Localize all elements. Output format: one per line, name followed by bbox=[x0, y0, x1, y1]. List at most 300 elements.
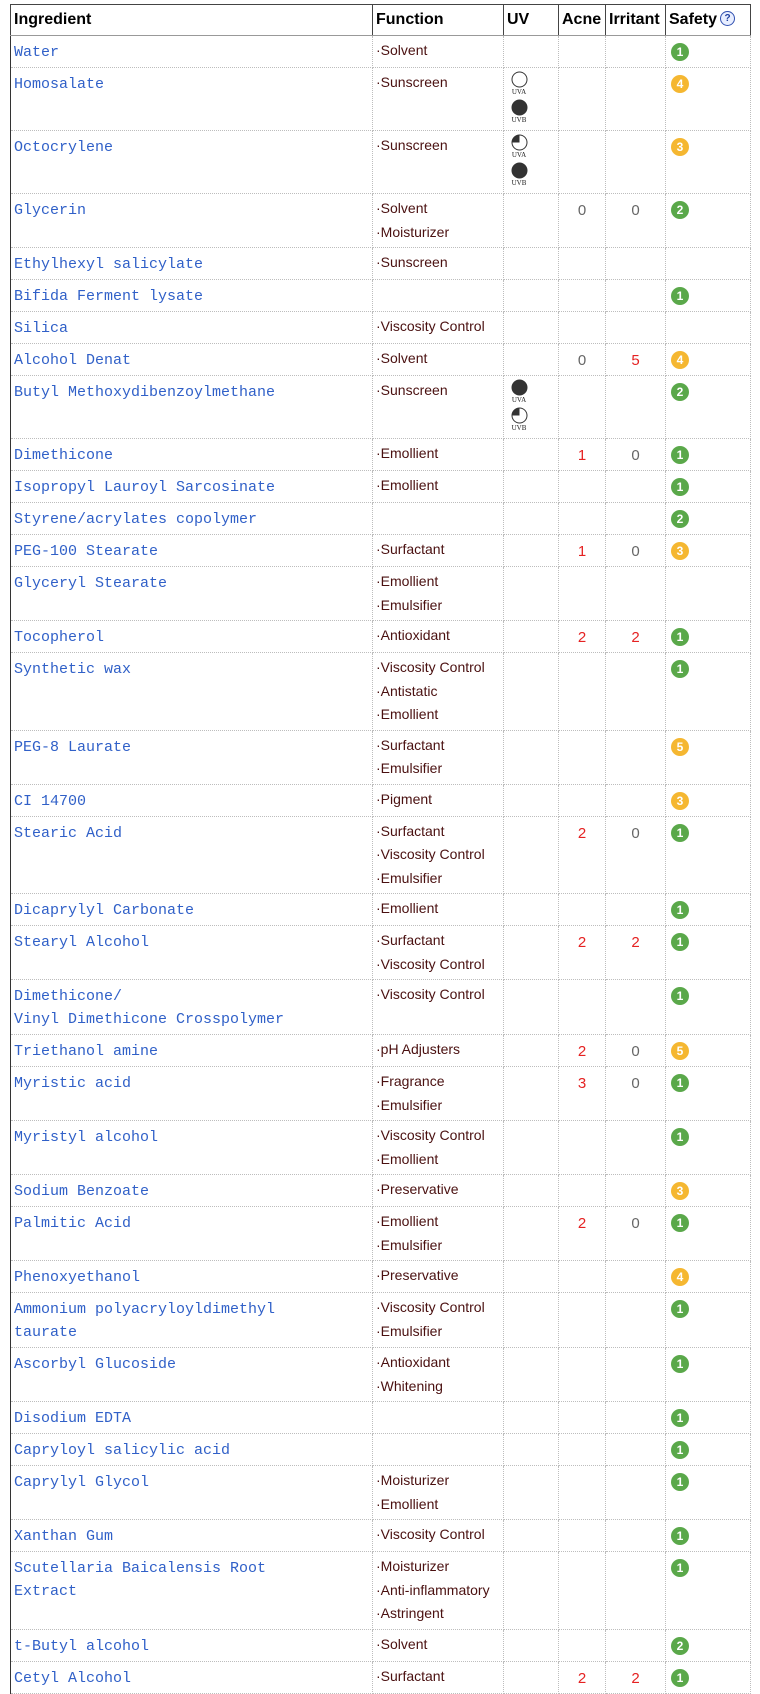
ingredient-link[interactable]: Caprylyl Glycol bbox=[14, 1474, 150, 1491]
safety-badge: 2 bbox=[671, 510, 689, 528]
safety-cell bbox=[666, 131, 751, 194]
header-safety-label: Safety bbox=[669, 11, 718, 28]
irritant-score bbox=[606, 1434, 666, 1466]
function-cell bbox=[373, 1207, 504, 1261]
safety-badge: 1 bbox=[671, 478, 689, 496]
uv-cell bbox=[504, 1520, 559, 1552]
irritant-score bbox=[606, 980, 666, 1035]
ingredient-cell bbox=[11, 621, 373, 653]
irritant-score bbox=[606, 68, 666, 131]
safety-badge: 4 bbox=[671, 75, 689, 93]
irritant-score bbox=[606, 248, 666, 280]
ingredient-link[interactable]: Triethanol amine bbox=[14, 1043, 159, 1060]
ingredient-cell bbox=[11, 894, 373, 926]
ingredient-cell bbox=[11, 1629, 373, 1661]
function-cell bbox=[373, 1629, 504, 1661]
table-row bbox=[11, 653, 751, 731]
function-item: · Anti-inflammatory bbox=[376, 1579, 500, 1603]
function-cell bbox=[373, 280, 504, 312]
acne-score: 1 bbox=[559, 535, 606, 567]
irritant-score bbox=[606, 1402, 666, 1434]
safety-cell bbox=[666, 980, 751, 1035]
table-row bbox=[11, 1121, 751, 1175]
uv-cell bbox=[504, 1207, 559, 1261]
irritant-score bbox=[606, 1121, 666, 1175]
function-item: · pH Adjusters bbox=[376, 1038, 500, 1062]
help-icon[interactable]: ? bbox=[720, 11, 735, 26]
header-acne[interactable]: Acne bbox=[559, 5, 606, 36]
function-item: · Emollient bbox=[376, 1493, 500, 1517]
irritant-score bbox=[606, 1175, 666, 1207]
acne-score bbox=[559, 567, 606, 621]
ingredient-cell bbox=[11, 730, 373, 784]
function-cell bbox=[373, 980, 504, 1035]
function-cell bbox=[373, 816, 504, 894]
function-cell bbox=[373, 1552, 504, 1630]
function-item: · Pigment bbox=[376, 788, 500, 812]
table-row bbox=[11, 980, 751, 1035]
acne-score bbox=[559, 312, 606, 344]
function-cell bbox=[373, 344, 504, 376]
function-item: · Surfactant bbox=[376, 929, 500, 953]
ingredient-cell bbox=[11, 567, 373, 621]
header-irritant[interactable]: Irritant bbox=[606, 5, 666, 36]
uvb-label: UVB bbox=[511, 116, 527, 124]
function-item: · Viscosity Control bbox=[376, 983, 500, 1007]
acne-score bbox=[559, 1261, 606, 1293]
uv-cell bbox=[504, 1035, 559, 1067]
ingredient-link-line: Scutellaria Baicalensis Root bbox=[14, 1560, 267, 1577]
function-item: · Sunscreen bbox=[376, 71, 500, 95]
uv-cell bbox=[504, 439, 559, 471]
safety-cell bbox=[666, 68, 751, 131]
ingredient-link-line: taurate bbox=[14, 1324, 78, 1341]
acne-score bbox=[559, 248, 606, 280]
function-item: · Solvent bbox=[376, 347, 500, 371]
ingredient-link[interactable]: Myristic acid bbox=[14, 1075, 132, 1092]
acne-score bbox=[559, 1629, 606, 1661]
ingredient-link[interactable]: Stearyl Alcohol bbox=[14, 934, 150, 951]
safety-cell bbox=[666, 1520, 751, 1552]
table-row bbox=[11, 1434, 751, 1466]
uv-cell bbox=[504, 36, 559, 68]
acne-score: 0 bbox=[559, 344, 606, 376]
function-cell bbox=[373, 376, 504, 439]
acne-score: 0 bbox=[559, 194, 606, 248]
function-cell bbox=[373, 1035, 504, 1067]
uva-icon bbox=[507, 379, 531, 404]
safety-badge: 3 bbox=[671, 792, 689, 810]
safety-cell bbox=[666, 784, 751, 816]
table-row bbox=[11, 471, 751, 503]
ingredient-link[interactable]: Disodium EDTA bbox=[14, 1410, 132, 1427]
function-cell bbox=[373, 131, 504, 194]
ingredient-cell bbox=[11, 1207, 373, 1261]
acne-score bbox=[559, 1293, 606, 1348]
ingredient-link[interactable]: Homosalate bbox=[14, 76, 105, 93]
function-item: · Sunscreen bbox=[376, 134, 500, 158]
irritant-score bbox=[606, 784, 666, 816]
ingredient-cell bbox=[11, 280, 373, 312]
uv-cell bbox=[504, 1466, 559, 1520]
safety-cell bbox=[666, 248, 751, 280]
ingredient-link[interactable]: PEG-8 Laurate bbox=[14, 738, 132, 756]
uva-label: UVA bbox=[511, 88, 527, 96]
irritant-score bbox=[606, 471, 666, 503]
ingredient-cell bbox=[11, 248, 373, 280]
irritant-score: 2 bbox=[606, 1661, 666, 1693]
irritant-score: 2 bbox=[606, 926, 666, 980]
irritant-score bbox=[606, 1520, 666, 1552]
ingredient-link[interactable]: Myristyl alcohol bbox=[14, 1129, 159, 1146]
acne-score: 2 bbox=[559, 1661, 606, 1693]
ingredient-cell bbox=[11, 376, 373, 439]
uv-cell bbox=[504, 1293, 559, 1348]
table-row bbox=[11, 1629, 751, 1661]
safety-cell bbox=[666, 730, 751, 784]
acne-score bbox=[559, 471, 606, 503]
function-item: · Viscosity Control bbox=[376, 1523, 500, 1547]
function-item: · Viscosity Control bbox=[376, 843, 500, 867]
safety-cell bbox=[666, 280, 751, 312]
ingredient-link[interactable]: Ethylhexyl salicylate bbox=[14, 256, 204, 273]
function-cell bbox=[373, 1067, 504, 1121]
function-cell bbox=[373, 535, 504, 567]
irritant-score bbox=[606, 312, 666, 344]
ingredient-cell bbox=[11, 1121, 373, 1175]
safety-cell bbox=[666, 1402, 751, 1434]
table-row bbox=[11, 68, 751, 131]
function-cell bbox=[373, 730, 504, 784]
table-row bbox=[11, 36, 751, 68]
table-row bbox=[11, 1175, 751, 1207]
ingredient-link[interactable] bbox=[14, 1557, 369, 1603]
irritant-score: 0 bbox=[606, 1035, 666, 1067]
function-item: · Surfactant bbox=[376, 734, 500, 758]
safety-cell bbox=[666, 439, 751, 471]
table-row bbox=[11, 194, 751, 248]
uv-cell bbox=[504, 784, 559, 816]
safety-cell bbox=[666, 816, 751, 894]
function-item: · Emollient bbox=[376, 1210, 500, 1234]
ingredient-link[interactable] bbox=[14, 1298, 369, 1344]
function-item: · Moisturizer bbox=[376, 1555, 500, 1579]
ingredient-cell bbox=[11, 784, 373, 816]
safety-badge: 1 bbox=[671, 446, 689, 464]
table-row bbox=[11, 248, 751, 280]
irritant-score: 0 bbox=[606, 535, 666, 567]
ingredient-cell bbox=[11, 1520, 373, 1552]
safety-cell bbox=[666, 1121, 751, 1175]
safety-cell bbox=[666, 1035, 751, 1067]
function-cell bbox=[373, 1466, 504, 1520]
ingredient-cell bbox=[11, 1175, 373, 1207]
function-cell bbox=[373, 784, 504, 816]
irritant-score: 5 bbox=[606, 344, 666, 376]
uvb-icon bbox=[507, 407, 531, 432]
ingredient-link[interactable]: Tocopherol bbox=[14, 629, 105, 646]
safety-cell bbox=[666, 621, 751, 653]
function-item: · Preservative bbox=[376, 1178, 500, 1202]
safety-cell bbox=[666, 344, 751, 376]
function-cell bbox=[373, 567, 504, 621]
ingredient-link[interactable]: Water bbox=[14, 44, 60, 61]
safety-badge: 3 bbox=[671, 1182, 689, 1200]
irritant-score: 0 bbox=[606, 1207, 666, 1261]
uv-cell bbox=[504, 730, 559, 784]
ingredient-cell bbox=[11, 1067, 373, 1121]
function-item: · Viscosity Control bbox=[376, 1296, 500, 1320]
safety-cell bbox=[666, 653, 751, 731]
ingredient-cell bbox=[11, 503, 373, 535]
function-cell bbox=[373, 621, 504, 653]
ingredient-link[interactable]: Isopropyl Lauroyl Sarcosinate bbox=[14, 479, 276, 496]
uva-icon bbox=[507, 71, 531, 96]
table-row bbox=[11, 535, 751, 567]
irritant-score: 0 bbox=[606, 194, 666, 248]
function-cell bbox=[373, 1121, 504, 1175]
ingredient-link[interactable]: Xanthan Gum bbox=[14, 1528, 114, 1545]
ingredient-link[interactable]: Synthetic wax bbox=[14, 661, 132, 678]
table-row bbox=[11, 312, 751, 344]
ingredient-cell bbox=[11, 1661, 373, 1693]
function-cell bbox=[373, 439, 504, 471]
ingredient-link[interactable]: Stearic Acid bbox=[14, 824, 123, 842]
acne-score bbox=[559, 1348, 606, 1402]
safety-cell bbox=[666, 503, 751, 535]
function-item: · Emulsifier bbox=[376, 1234, 500, 1258]
irritant-score: 0 bbox=[606, 439, 666, 471]
acne-score bbox=[559, 376, 606, 439]
table-row bbox=[11, 376, 751, 439]
safety-badge: 1 bbox=[671, 43, 689, 61]
table-row bbox=[11, 816, 751, 894]
safety-cell bbox=[666, 1207, 751, 1261]
ingredient-link[interactable]: CI 14700 bbox=[14, 792, 87, 810]
acne-score: 2 bbox=[559, 926, 606, 980]
safety-badge: 5 bbox=[671, 738, 689, 756]
safety-cell bbox=[666, 567, 751, 621]
function-cell bbox=[373, 1261, 504, 1293]
function-item: · Fragrance bbox=[376, 1070, 500, 1094]
acne-score: 2 bbox=[559, 1207, 606, 1261]
ingredient-cell bbox=[11, 926, 373, 980]
acne-score bbox=[559, 980, 606, 1035]
safety-badge: 5 bbox=[671, 1042, 689, 1060]
acne-score bbox=[559, 730, 606, 784]
function-cell bbox=[373, 1402, 504, 1434]
ingredient-link[interactable]: Silica bbox=[14, 320, 69, 337]
ingredient-link[interactable]: Dimethicone bbox=[14, 447, 114, 464]
function-item: · Surfactant bbox=[376, 820, 500, 844]
function-cell bbox=[373, 926, 504, 980]
function-cell bbox=[373, 248, 504, 280]
uvb-icon bbox=[507, 99, 531, 124]
function-cell bbox=[373, 503, 504, 535]
ingredient-cell bbox=[11, 1293, 373, 1348]
header-safety[interactable] bbox=[666, 5, 751, 36]
uv-cell bbox=[504, 1121, 559, 1175]
uv-cell bbox=[504, 68, 559, 131]
acne-score: 2 bbox=[559, 816, 606, 894]
function-cell bbox=[373, 1348, 504, 1402]
acne-score bbox=[559, 1121, 606, 1175]
function-item: · Emollient bbox=[376, 442, 500, 466]
ingredient-link[interactable]: Butyl Methoxydibenzoylmethane bbox=[14, 384, 276, 401]
safety-badge: 2 bbox=[671, 1637, 689, 1655]
irritant-score bbox=[606, 376, 666, 439]
function-item: · Sunscreen bbox=[376, 379, 500, 403]
safety-badge: 1 bbox=[671, 1473, 689, 1491]
table-row bbox=[11, 1293, 751, 1348]
function-item: · Emulsifier bbox=[376, 757, 500, 781]
table-row bbox=[11, 730, 751, 784]
safety-cell bbox=[666, 1293, 751, 1348]
safety-badge: 4 bbox=[671, 351, 689, 369]
function-item: · Solvent bbox=[376, 197, 500, 221]
ingredient-link[interactable]: Dicaprylyl Carbonate bbox=[14, 902, 195, 919]
safety-badge: 1 bbox=[671, 1128, 689, 1146]
uv-cell bbox=[504, 653, 559, 731]
safety-badge: 1 bbox=[671, 287, 689, 305]
header-uv[interactable]: UV bbox=[504, 5, 559, 36]
table-row bbox=[11, 1402, 751, 1434]
uv-cell bbox=[504, 344, 559, 376]
function-item: · Viscosity Control bbox=[376, 315, 500, 339]
function-item: · Surfactant bbox=[376, 538, 500, 562]
ingredient-cell bbox=[11, 1466, 373, 1520]
safety-cell bbox=[666, 471, 751, 503]
ingredient-link[interactable]: t-Butyl alcohol bbox=[14, 1637, 150, 1655]
function-item: · Emollient bbox=[376, 703, 500, 727]
safety-cell bbox=[666, 1067, 751, 1121]
ingredient-cell bbox=[11, 471, 373, 503]
uv-cell bbox=[504, 312, 559, 344]
ingredient-link[interactable] bbox=[14, 985, 369, 1031]
table-row bbox=[11, 1261, 751, 1293]
uv-cell bbox=[504, 1175, 559, 1207]
acne-score: 2 bbox=[559, 1035, 606, 1067]
ingredient-cell bbox=[11, 68, 373, 131]
safety-cell bbox=[666, 1434, 751, 1466]
table-row bbox=[11, 1207, 751, 1261]
acne-score bbox=[559, 1402, 606, 1434]
acne-score bbox=[559, 894, 606, 926]
ingredient-link[interactable]: Glyceryl Stearate bbox=[14, 575, 168, 592]
ingredient-link[interactable]: Styrene/acrylates copolymer bbox=[14, 511, 258, 528]
uv-cell bbox=[504, 503, 559, 535]
irritant-score bbox=[606, 1466, 666, 1520]
ingredient-link[interactable]: PEG-100 Stearate bbox=[14, 543, 159, 560]
function-cell bbox=[373, 1293, 504, 1348]
function-cell bbox=[373, 653, 504, 731]
function-cell bbox=[373, 1175, 504, 1207]
ingredient-link[interactable]: Capryloyl salicylic acid bbox=[14, 1442, 231, 1459]
safety-badge: 2 bbox=[671, 201, 689, 219]
function-cell bbox=[373, 894, 504, 926]
function-item: · Emulsifier bbox=[376, 1320, 500, 1344]
function-item: · Viscosity Control bbox=[376, 953, 500, 977]
header-ingredient[interactable]: Ingredient bbox=[11, 5, 373, 36]
ingredient-link[interactable]: Octocrylene bbox=[14, 139, 114, 156]
function-cell bbox=[373, 36, 504, 68]
table-row bbox=[11, 280, 751, 312]
function-item: · Sunscreen bbox=[376, 251, 500, 275]
function-item: · Emulsifier bbox=[376, 1094, 500, 1118]
ingredient-link[interactable]: Ascorbyl Glucoside bbox=[14, 1356, 177, 1373]
function-item: · Emulsifier bbox=[376, 594, 500, 618]
irritant-score bbox=[606, 36, 666, 68]
uv-cell bbox=[504, 376, 559, 439]
ingredient-link[interactable]: Alcohol Denat bbox=[14, 352, 132, 369]
irritant-score bbox=[606, 503, 666, 535]
uv-cell bbox=[504, 926, 559, 980]
irritant-score: 0 bbox=[606, 1067, 666, 1121]
table-row bbox=[11, 567, 751, 621]
safety-cell bbox=[666, 312, 751, 344]
safety-badge: 1 bbox=[671, 660, 689, 678]
table-row bbox=[11, 1466, 751, 1520]
table-row bbox=[11, 1661, 751, 1693]
table-row bbox=[11, 1348, 751, 1402]
function-item: · Solvent bbox=[376, 39, 500, 63]
ingredient-link[interactable]: Phenoxyethanol bbox=[14, 1269, 141, 1286]
ingredient-link[interactable]: Glycerin bbox=[14, 202, 87, 219]
function-item: · Emollient bbox=[376, 1148, 500, 1172]
irritant-score bbox=[606, 730, 666, 784]
ingredient-cell bbox=[11, 980, 373, 1035]
safety-badge: 1 bbox=[671, 1214, 689, 1232]
table-row bbox=[11, 131, 751, 194]
table-row bbox=[11, 621, 751, 653]
ingredient-cell bbox=[11, 816, 373, 894]
safety-badge: 1 bbox=[671, 824, 689, 842]
safety-badge: 1 bbox=[671, 1300, 689, 1318]
uv-cell bbox=[504, 567, 559, 621]
ingredient-cell bbox=[11, 1261, 373, 1293]
safety-badge: 1 bbox=[671, 1559, 689, 1577]
function-cell bbox=[373, 1661, 504, 1693]
ingredient-link[interactable]: Palmitic Acid bbox=[14, 1215, 132, 1232]
ingredient-link[interactable]: Sodium Benzoate bbox=[14, 1183, 150, 1200]
uv-cell bbox=[504, 1552, 559, 1630]
acne-score bbox=[559, 36, 606, 68]
safety-badge: 1 bbox=[671, 987, 689, 1005]
ingredient-cell bbox=[11, 131, 373, 194]
function-cell bbox=[373, 312, 504, 344]
function-cell bbox=[373, 68, 504, 131]
ingredient-cell bbox=[11, 36, 373, 68]
safety-badge: 1 bbox=[671, 1074, 689, 1092]
safety-badge: 1 bbox=[671, 628, 689, 646]
uv-cell bbox=[504, 280, 559, 312]
ingredient-link[interactable]: Bifida Ferment lysate bbox=[14, 288, 204, 305]
uv-cell bbox=[504, 1629, 559, 1661]
ingredient-cell bbox=[11, 535, 373, 567]
function-item: · Surfactant bbox=[376, 1665, 500, 1689]
function-item: · Antioxidant bbox=[376, 1351, 500, 1375]
header-function[interactable]: Function bbox=[373, 5, 504, 36]
ingredient-link[interactable]: Cetyl Alcohol bbox=[14, 1669, 132, 1687]
irritant-score bbox=[606, 131, 666, 194]
acne-score: 2 bbox=[559, 621, 606, 653]
ingredient-cell bbox=[11, 312, 373, 344]
uvb-icon bbox=[507, 162, 531, 187]
safety-badge: 1 bbox=[671, 933, 689, 951]
ingredient-cell bbox=[11, 653, 373, 731]
uv-cell bbox=[504, 471, 559, 503]
acne-score bbox=[559, 1175, 606, 1207]
